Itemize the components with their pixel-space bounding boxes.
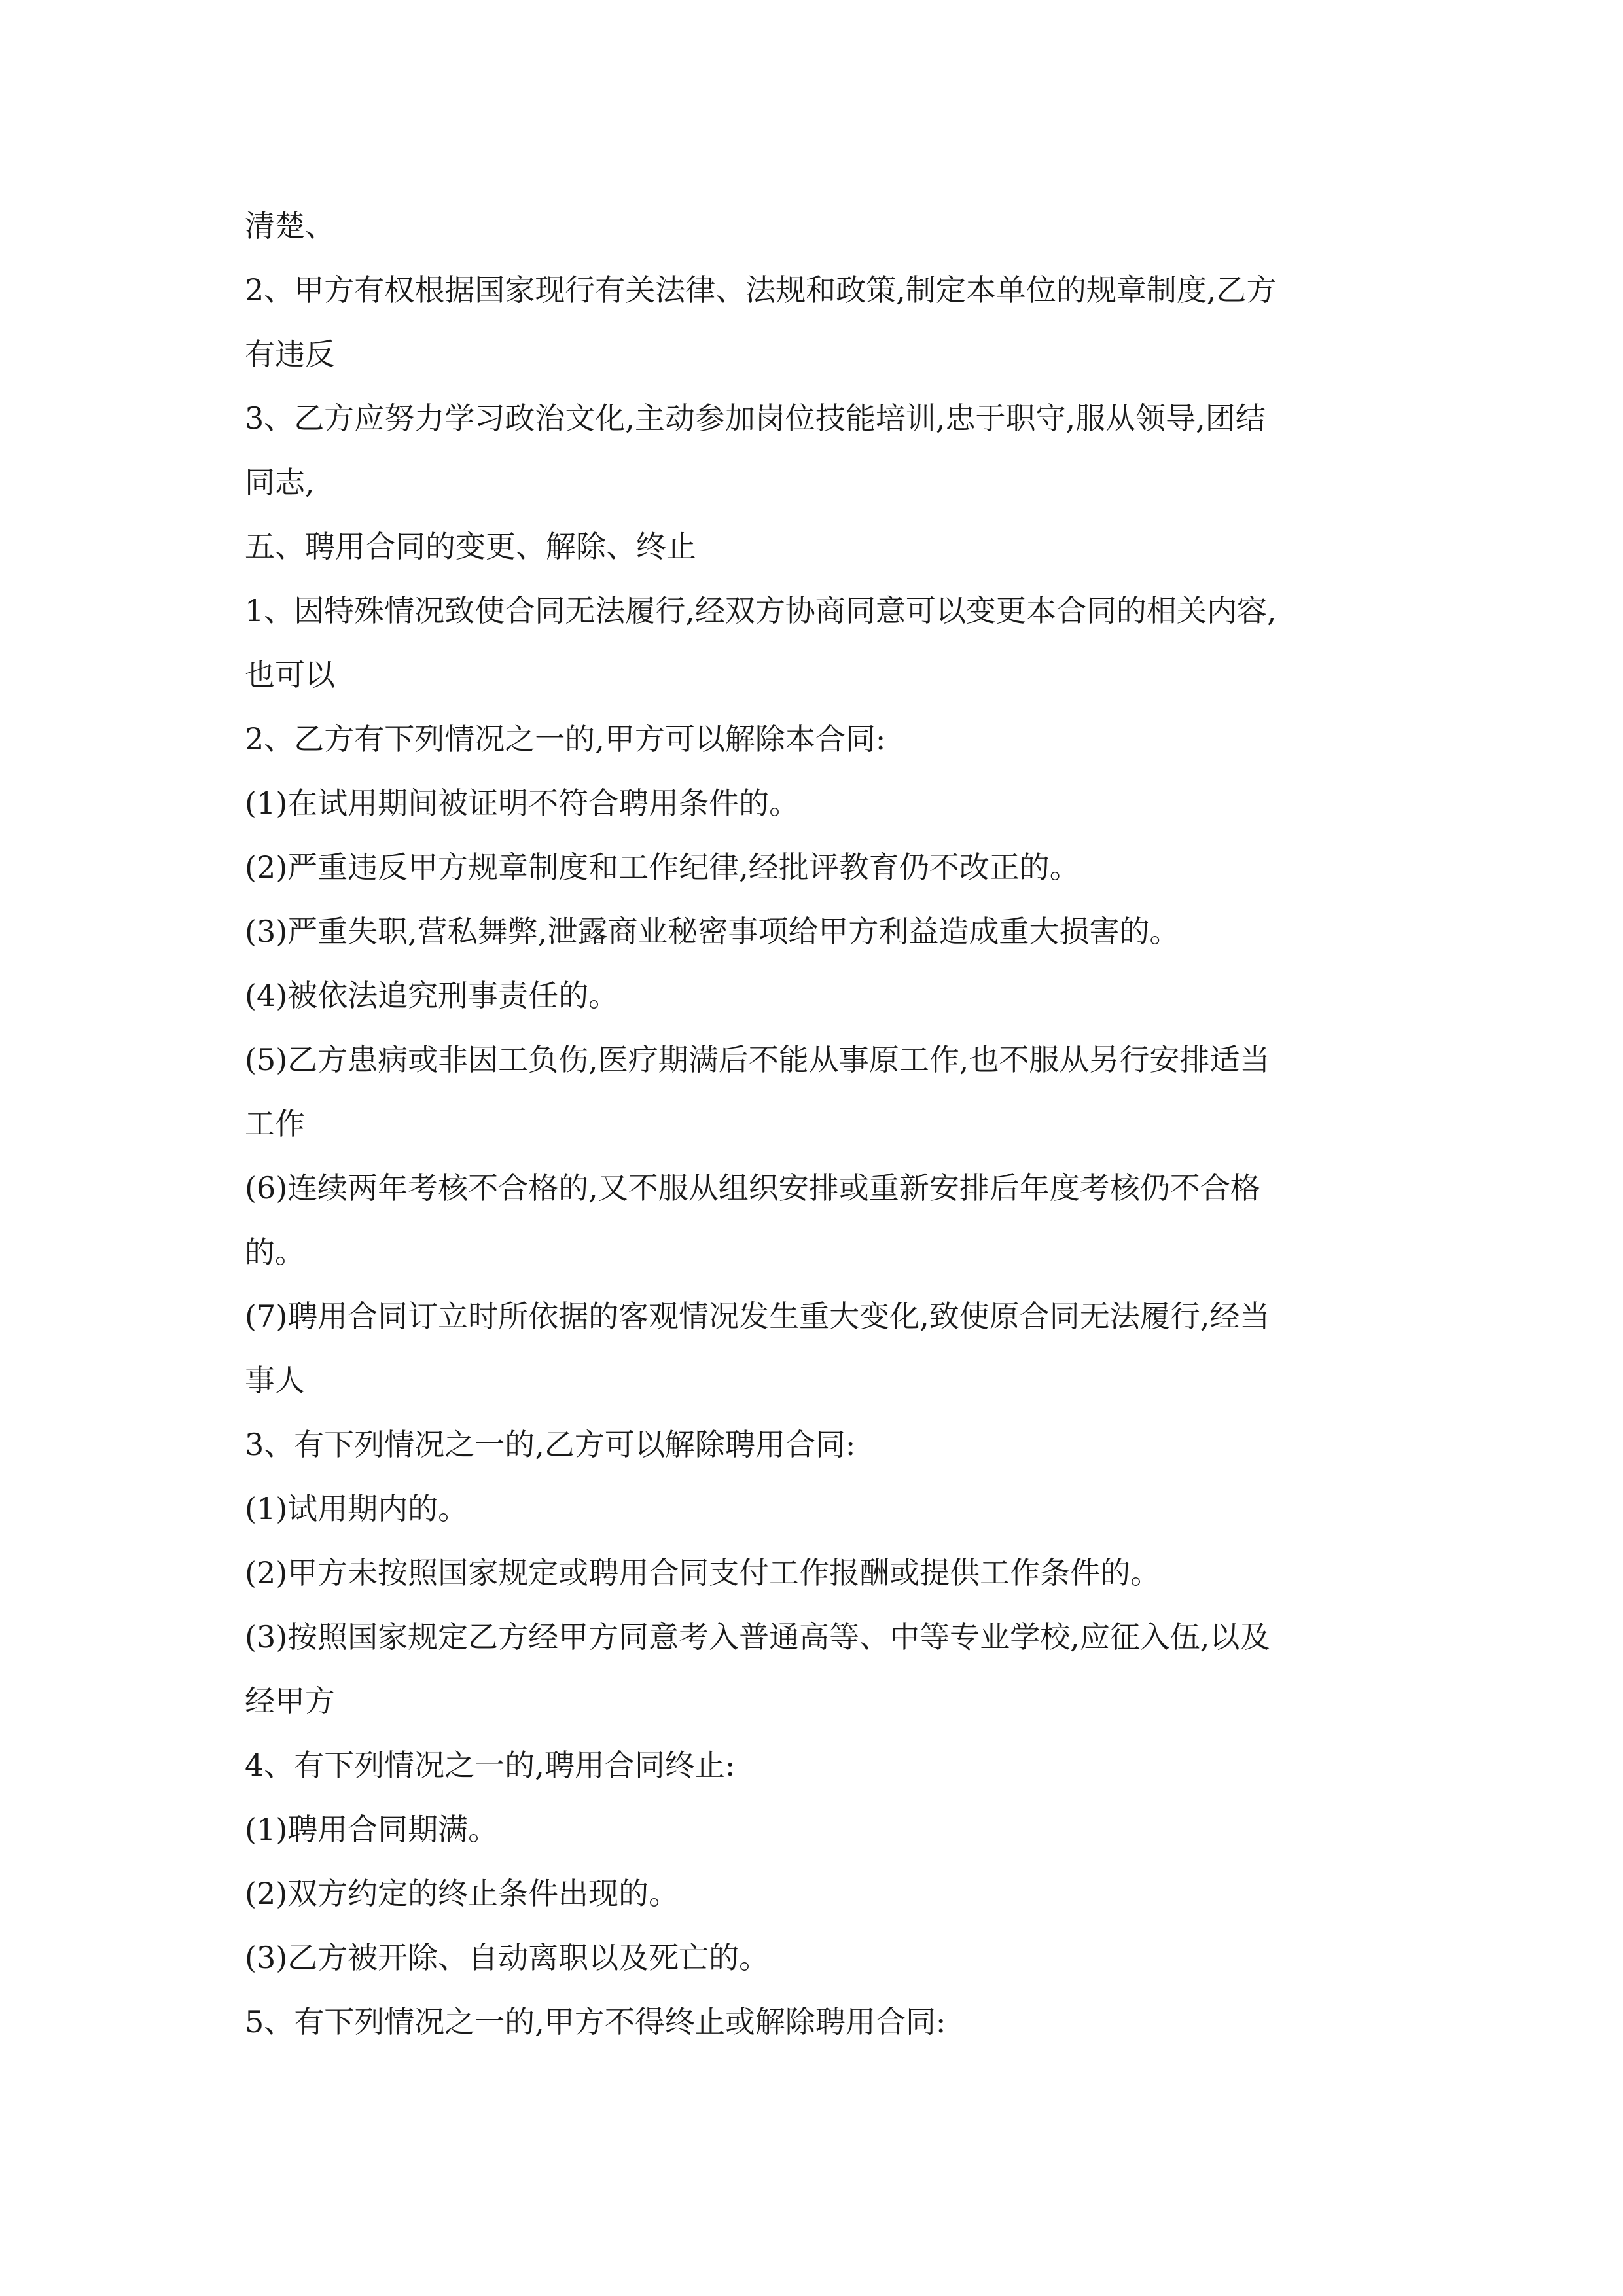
- text-line: 3、乙方应努力学习政治文化,主动参加岗位技能培训,忠于职守,服从领导,团结: [245, 401, 1266, 436]
- text-line: 3、有下列情况之一的,乙方可以解除聘用合同:: [245, 1427, 856, 1462]
- text-line: 经甲方: [245, 1683, 335, 1719]
- text-line: (1)在试用期间被证明不符合聘用条件的。: [245, 785, 800, 821]
- text-line: (1)聘用合同期满。: [245, 1812, 499, 1847]
- text-line: (6)连续两年考核不合格的,又不服从组织安排或重新安排后年度考核仍不合格: [245, 1170, 1260, 1206]
- text-line: 也可以: [245, 657, 335, 692]
- text-line: (7)聘用合同订立时所依据的客观情况发生重大变化,致使原合同无法履行,经当: [245, 1299, 1270, 1334]
- text-line: (3)严重失职,营私舞弊,泄露商业秘密事项给甲方利益造成重大损害的。: [245, 914, 1180, 949]
- text-line: 同志,: [245, 465, 315, 500]
- section-heading: 五、聘用合同的变更、解除、终止: [245, 529, 696, 564]
- text-line: (3)按照国家规定乙方经甲方同意考入普通高等、中等专业学校,应征入伍,以及: [245, 1619, 1270, 1655]
- text-line: (2)严重违反甲方规章制度和工作纪律,经批评教育仍不改正的。: [245, 850, 1080, 885]
- text-line: 的。: [245, 1234, 305, 1270]
- text-line: 清楚、: [245, 208, 335, 243]
- text-line: 2、甲方有权根据国家现行有关法律、法规和政策,制定本单位的规章制度,乙方: [245, 272, 1277, 308]
- text-line: 4、有下列情况之一的,聘用合同终止:: [245, 1748, 736, 1783]
- document-body: [245, 194, 1383, 2054]
- text-line: 工作: [245, 1106, 305, 1141]
- text-line: (2)双方约定的终止条件出现的。: [245, 1876, 679, 1911]
- text-line: 1、因特殊情况致使合同无法履行,经双方协商同意可以变更本合同的相关内容,: [245, 593, 1277, 628]
- text-line: 2、乙方有下列情况之一的,甲方可以解除本合同:: [245, 721, 886, 757]
- text-line: 事人: [245, 1363, 305, 1398]
- text-line: 有违反: [245, 336, 335, 372]
- text-line: (5)乙方患病或非因工负伤,医疗期满后不能从事原工作,也不服从另行安排适当: [245, 1042, 1270, 1077]
- text-line: (4)被依法追究刑事责任的。: [245, 978, 619, 1013]
- text-line: (1)试用期内的。: [245, 1491, 469, 1526]
- text-line: (3)乙方被开除、自动离职以及死亡的。: [245, 1940, 770, 1975]
- text-line: 5、有下列情况之一的,甲方不得终止或解除聘用合同:: [245, 2004, 946, 2039]
- text-line: (2)甲方未按照国家规定或聘用合同支付工作报酬或提供工作条件的。: [245, 1555, 1161, 1590]
